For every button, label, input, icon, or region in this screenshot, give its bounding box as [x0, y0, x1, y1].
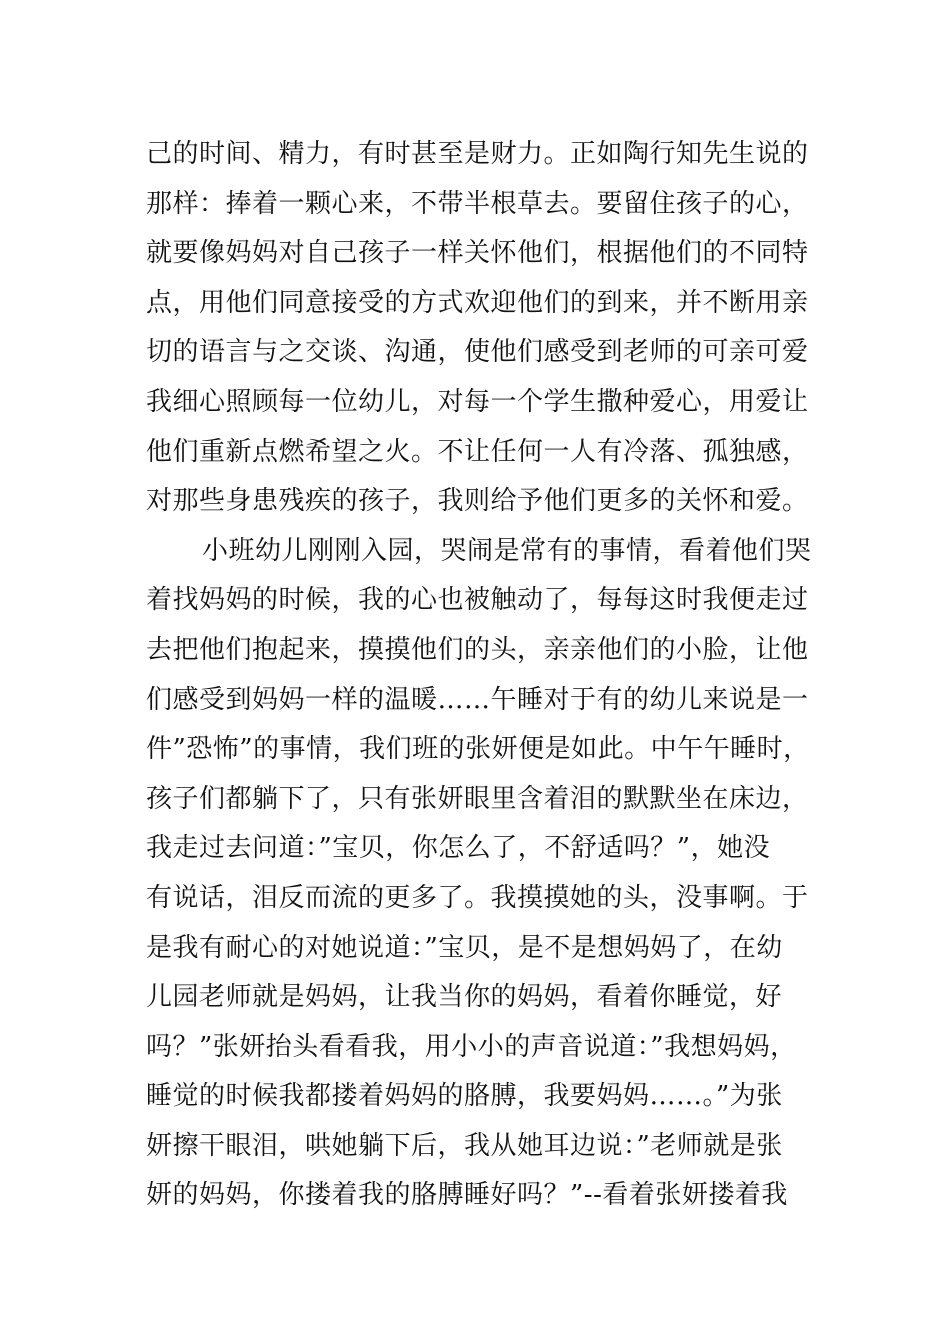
text-line: 己的时间、精力，有时甚至是财力。正如陶行知先生说的 — [146, 139, 809, 169]
text-line: 去把他们抱起来，摸摸他们的头，亲亲他们的小脸，让他 — [146, 634, 809, 665]
text-line: 那样：捧着一颗心来，不带半根草去。要留住孩子的心， — [146, 188, 809, 219]
text-line: 切的语言与之交谈、沟通，使他们感受到老师的可亲可爱 — [146, 337, 809, 368]
text-line: 件”恐怖”的事情，我们班的张妍便是如此。中午午睡时， — [146, 734, 810, 765]
text-line: 着找妈妈的时候，我的心也被触动了，每每这时我便走过 — [146, 585, 809, 616]
text-line: 们感受到妈妈一样的温暖……午睡对于有的幼儿来说是一 — [146, 684, 809, 715]
paragraph-first-line: 小班幼儿刚刚入园，哭闹是常有的事情，看着他们哭 — [202, 535, 812, 566]
text-line: 他们重新点燃希望之火。不让任何一人有冷落、孤独感， — [146, 436, 809, 467]
text-line: 就要像妈妈对自己孩子一样关怀他们，根据他们的不同特 — [146, 238, 809, 269]
text-line: 妍擦干眼泪，哄她躺下后，我从她耳边说：”老师就是张 — [146, 1130, 783, 1161]
text-line: 睡觉的时候我都搂着妈妈的胳膊，我要妈妈……。”为张 — [146, 1081, 783, 1112]
text-line: 是我有耐心的对她说道：”宝贝，是不是想妈妈了，在幼 — [146, 932, 783, 963]
text-line: 儿园老师就是妈妈，让我当你的妈妈，看着你睡觉，好 — [146, 982, 783, 1013]
text-line: 吗？”张妍抬头看看我，用小小的声音说道：”我想妈妈， — [146, 1031, 797, 1062]
text-line: 孩子们都躺下了，只有张妍眼里含着泪的默默坐在床边， — [146, 783, 809, 814]
text-line: 对那些身患残疾的孩子，我则给予他们更多的关怀和爱。 — [146, 486, 809, 517]
text-line: 我走过去问道：”宝贝，你怎么了，不舒适吗？”，她没 — [146, 833, 771, 864]
text-line: 点，用他们同意接受的方式欢迎他们的到来，并不断用亲 — [146, 287, 809, 318]
text-line: 我细心照顾每一位幼儿，对每一个学生撒种爱心，用爱让 — [146, 386, 809, 417]
text-line: 妍的妈妈，你搂着我的胳膊睡好吗？”--看着张妍搂着我 — [146, 1180, 788, 1211]
text-line: 有说话，泪反而流的更多了。我摸摸她的头，没事啊。于 — [146, 882, 809, 913]
body-text — [146, 130, 846, 1221]
